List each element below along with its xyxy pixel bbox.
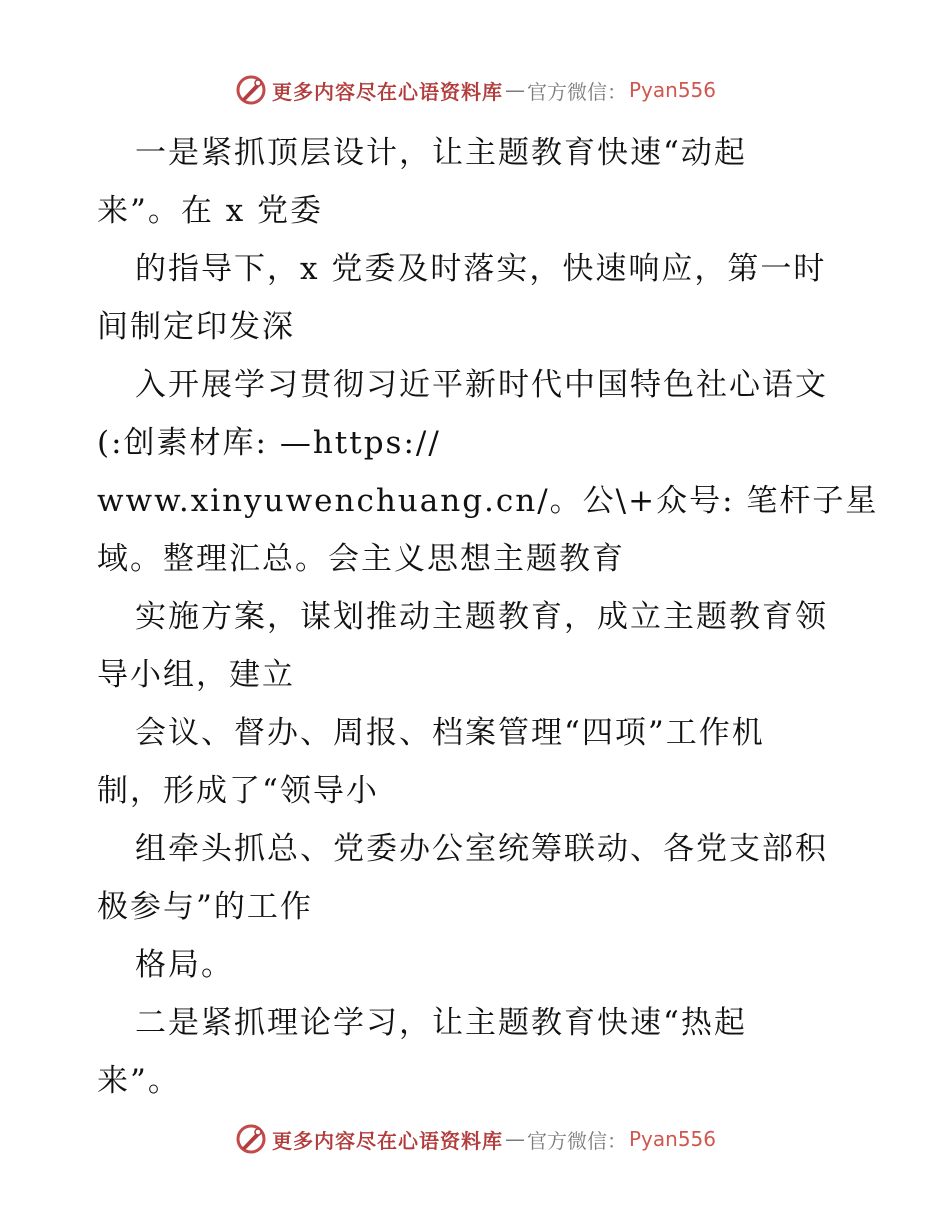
text-line: 二是紧抓理论学习，让主题教育快速“热起 bbox=[135, 1005, 747, 1041]
text-line: 域。整理汇总。会主义思想主题教育 bbox=[97, 541, 625, 577]
banner-sub-text: 官方微信： bbox=[526, 1128, 627, 1153]
banner-dash: — bbox=[504, 1127, 525, 1151]
text-line: 间制定印发深 bbox=[97, 309, 295, 345]
body-text bbox=[97, 124, 897, 1110]
banner-account: Pyan556 bbox=[628, 78, 716, 102]
text-line: 一是紧抓顶层设计，让主题教育快速“动起 bbox=[135, 135, 747, 171]
banner-sub-text: 官方微信： bbox=[526, 79, 627, 104]
banner-dash: — bbox=[504, 78, 525, 102]
banner-main-text: 更多内容尽在心语资料库 bbox=[271, 1128, 503, 1153]
text-line: 组牵头抓总、党委办公室统筹联动、各党支部积 bbox=[135, 831, 828, 867]
text-line: 实施方案，谋划推动主题教育，成立主题教育领 bbox=[135, 599, 828, 635]
text-line: 格局。 bbox=[135, 947, 234, 983]
text-line: (:创素材库: —https:// bbox=[97, 425, 441, 461]
quill-logo-icon bbox=[234, 73, 268, 107]
header-watermark-banner bbox=[0, 70, 950, 110]
text-line: 极参与”的工作 bbox=[97, 889, 313, 925]
text-line: 来”。在 x 党委 bbox=[97, 193, 324, 229]
footer-watermark-banner bbox=[0, 1119, 950, 1159]
text-line: 导小组，建立 bbox=[97, 657, 295, 693]
text-line: 的指导下，x 党委及时落实，快速响应，第一时 bbox=[135, 251, 827, 287]
banner-main-text: 更多内容尽在心语资料库 bbox=[271, 79, 503, 104]
text-line: 入开展学习贯彻习近平新时代中国特色社心语文 bbox=[135, 367, 828, 403]
quill-logo-icon bbox=[234, 1122, 268, 1156]
text-line: 来”。 bbox=[97, 1063, 181, 1099]
banner-account: Pyan556 bbox=[628, 1127, 716, 1151]
text-line: 制，形成了“领导小 bbox=[97, 773, 379, 809]
text-line: www.xinyuwenchuang.cn/。公\+众号: 笔杆子星 bbox=[97, 483, 879, 519]
text-line: 会议、督办、周报、档案管理“四项”工作机 bbox=[135, 715, 765, 751]
